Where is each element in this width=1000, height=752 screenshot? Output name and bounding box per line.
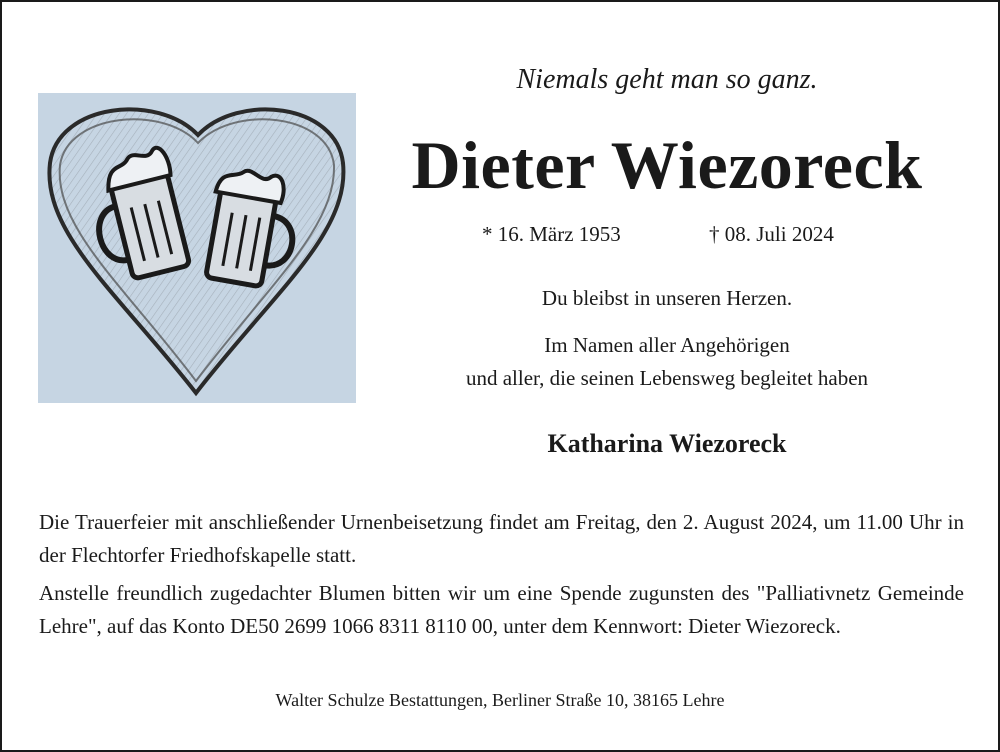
message-line-2: Im Namen aller Angehörigen bbox=[544, 333, 790, 357]
message-line-3: und aller, die seinen Lebensweg begleitet haben bbox=[465, 366, 869, 390]
death-date: † 08. Juli 2024 bbox=[709, 222, 834, 246]
signer-name: Katharina Wiezoreck bbox=[547, 429, 787, 458]
birth-date: * 16. März 1953 bbox=[482, 222, 621, 246]
funeral-home-footer: Walter Schulze Bestattungen, Berliner Straße 10, 38165 Lehre bbox=[275, 690, 725, 710]
funeral-notice: Die Trauerfeier mit anschließender Urnenbeisetzung findet am Freitag, den 2. August 2024, um 11.00 Uhr in der Flechtorfer Friedhofskapelle statt. bbox=[39, 510, 964, 567]
heart-beer-drawing bbox=[38, 93, 356, 403]
message-line-1: Du bleibst in unseren Herzen. bbox=[541, 286, 793, 310]
deceased-name: Dieter Wiezoreck bbox=[411, 127, 923, 203]
donation-notice: Anstelle freundlich zugedachter Blumen bitten wir um eine Spende zugunsten des "Palliativnetz Gemeinde Lehre", auf das Konto DE50 2699 1066 8311 8110 00, unter dem Kennwort: Dieter Wiezoreck. bbox=[39, 581, 964, 638]
motto: Niemals geht man so ganz. bbox=[516, 64, 818, 95]
heart-icon bbox=[38, 93, 356, 403]
